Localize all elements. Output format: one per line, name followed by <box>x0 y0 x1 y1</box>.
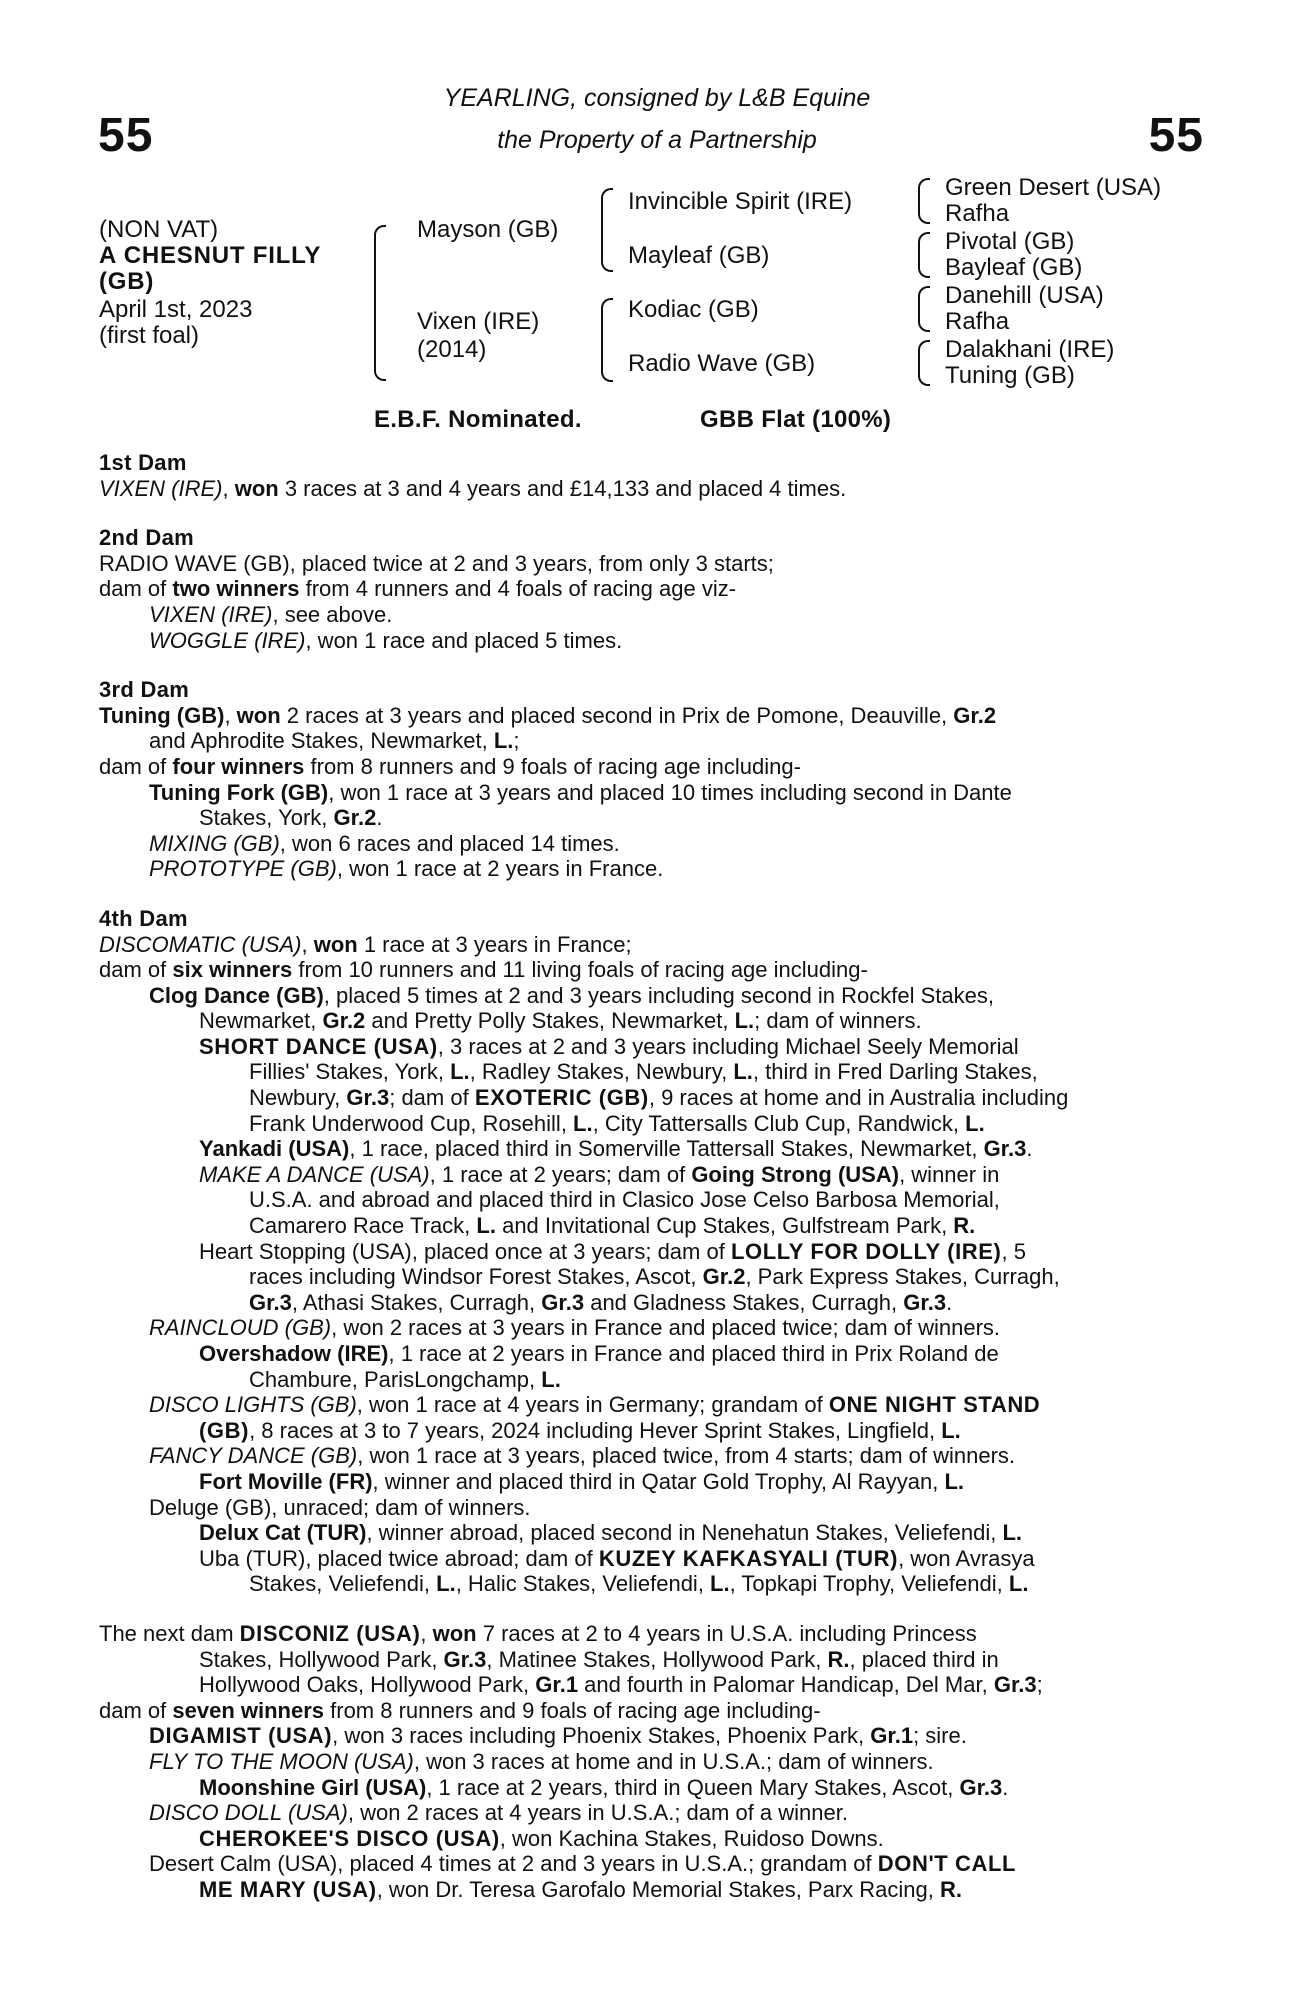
ggp-name: Dalakhani (IRE) <box>945 336 1115 363</box>
bold-text: Yankadi (USA) <box>199 1136 350 1162</box>
bold-text: Gr.1 <box>870 1723 914 1749</box>
text-line <box>149 1315 1204 1341</box>
bold-text: Gr.3 <box>903 1289 947 1315</box>
text-run: , placed third in <box>849 1646 999 1672</box>
text-run: , won 2 races at 4 years in U.S.A.; dam of a winner. <box>347 1800 848 1826</box>
dam-section <box>99 450 1204 501</box>
text-run: Desert Calm (USA), placed 4 times at 2 and 3 years in U.S.A.; grandam of <box>149 1851 878 1877</box>
bold-text: Going Strong (USA) <box>691 1161 900 1187</box>
bold-text: L. <box>541 1366 561 1392</box>
bold-text: Gr.3 <box>959 1774 1003 1800</box>
text-line <box>249 1085 1204 1111</box>
ggp-name: Pivotal (GB) <box>945 228 1075 255</box>
bold-text: R. <box>939 1876 962 1902</box>
text-run: , won 2 races at 3 years in France and placed twice; dam of winners. <box>331 1315 1001 1341</box>
text-line <box>149 728 1204 754</box>
dam-section <box>99 677 1204 882</box>
bold-text: Gr.3 <box>541 1289 585 1315</box>
text-run: and Gladness Stakes, Curragh, <box>584 1289 904 1315</box>
bold-text: won <box>432 1620 477 1646</box>
lot-number-right: 55 <box>1148 109 1204 162</box>
text-run: , Halic Stakes, Veliefendi, <box>455 1571 711 1597</box>
text-run: and Pretty Polly Stakes, Newmarket, <box>365 1008 735 1034</box>
text-run: , won Avrasya <box>898 1545 1035 1571</box>
header-line-2: the Property of a Partnership <box>497 126 817 154</box>
dam-section <box>99 525 1204 653</box>
text-line <box>249 1571 1204 1597</box>
text-run: races including Windsor Forest Stakes, Ascot, <box>249 1264 703 1290</box>
text-line <box>249 1290 1204 1316</box>
text-line <box>99 1621 1204 1647</box>
text-run: from 8 runners and 9 foals of racing age including- <box>304 753 801 779</box>
bold-text: L. <box>734 1008 755 1034</box>
bold-text: DON'T CALL <box>877 1851 1017 1877</box>
text-run: ; dam of winners. <box>754 1008 922 1034</box>
text-run: Deluge (GB), unraced; dam of winners. <box>149 1494 531 1520</box>
sire-dam-name: Mayleaf (GB) <box>628 242 770 269</box>
text-run: , third in Fred Darling Stakes, <box>752 1059 1038 1085</box>
text-line <box>199 1162 1204 1188</box>
bold-text: Delux Cat (TUR) <box>199 1520 367 1546</box>
text-run: Stakes, Hollywood Park, <box>199 1646 444 1672</box>
text-line <box>199 1672 1204 1698</box>
text-run: Stakes, Veliefendi, <box>249 1571 437 1597</box>
text-line <box>99 957 1204 983</box>
bold-text: Gr.2 <box>322 1008 366 1034</box>
text-line <box>199 1341 1204 1367</box>
bold-text: Clog Dance (GB) <box>149 982 324 1008</box>
text-line <box>149 602 1204 628</box>
text-line <box>149 1392 1204 1418</box>
bold-text: six winners <box>172 957 293 983</box>
bold-text: Moonshine Girl (USA) <box>199 1774 427 1800</box>
text-run: 1 race at 3 years in France; <box>357 931 632 957</box>
horse-name-italic: MIXING (GB) <box>149 830 280 856</box>
text-line <box>99 754 1204 780</box>
bold-text: L. <box>1008 1571 1029 1597</box>
bold-text: R. <box>827 1646 850 1672</box>
bold-text: Overshadow (IRE) <box>199 1341 389 1366</box>
horse-name-italic: FANCY DANCE (GB) <box>149 1443 358 1469</box>
bold-text: CHEROKEE'S DISCO (USA) <box>199 1825 500 1851</box>
bold-text: Gr.3 <box>993 1672 1037 1698</box>
text-run: , 1 race at 2 years in France and placed third in Prix Roland de <box>388 1341 999 1366</box>
dam-dam-name: Radio Wave (GB) <box>628 350 816 377</box>
text-run: , see above. <box>272 601 393 627</box>
text-run: , 3 races at 2 and 3 years including Michael Seely Memorial <box>437 1033 1019 1059</box>
text-line <box>249 1187 1204 1213</box>
pedigree-brace-ggp-2 <box>918 232 930 278</box>
ggp-name: Rafha <box>945 308 1010 335</box>
text-line <box>149 831 1204 857</box>
pedigree-brace-ggp-3 <box>918 286 930 332</box>
dam-section <box>99 1621 1204 1903</box>
bold-text: seven winners <box>172 1697 325 1723</box>
text-line <box>199 805 1204 831</box>
text-line <box>199 1034 1204 1060</box>
text-line <box>149 1495 1204 1521</box>
horse-name-italic: FLY TO THE MOON (USA) <box>149 1748 414 1774</box>
text-line <box>199 1647 1204 1673</box>
text-run: ; dam of <box>389 1085 475 1111</box>
horse-name-italic: VIXEN (IRE) <box>99 475 223 501</box>
text-line <box>149 628 1204 654</box>
text-run: Newbury, <box>249 1085 347 1111</box>
bold-text: L. <box>493 728 514 754</box>
text-line <box>199 1239 1204 1265</box>
text-run: Uba (TUR), placed twice abroad; dam of <box>199 1545 599 1571</box>
text-run: , 9 races at home and in Australia including <box>648 1085 1069 1111</box>
bold-text: L. <box>436 1571 456 1597</box>
text-run: , won Kachina Stakes, Ruidoso Downs. <box>499 1825 884 1851</box>
bold-text: DISCONIZ (USA) <box>239 1620 421 1646</box>
text-run: , winner in <box>899 1161 1000 1187</box>
horse-name-italic: MAKE A DANCE (USA) <box>199 1161 430 1187</box>
horse-name-italic: DISCOMATIC (USA) <box>99 931 302 957</box>
text-run: Frank Underwood Cup, Rosehill, <box>249 1110 574 1136</box>
text-line <box>149 983 1204 1009</box>
text-run: 7 races at 2 to 4 years in U.S.A. including Princess <box>476 1620 977 1646</box>
text-line <box>249 1213 1204 1239</box>
bold-text: L. <box>944 1468 965 1494</box>
bold-text: four winners <box>172 753 305 779</box>
text-line <box>199 1520 1204 1546</box>
text-line <box>199 1826 1204 1852</box>
header-line-1: YEARLING, consigned by L&B Equine <box>443 84 871 112</box>
text-run: , won 3 races at home and in U.S.A.; dam of winners. <box>413 1748 934 1774</box>
text-run: , won 3 races including Phoenix Stakes, Phoenix Park, <box>332 1723 871 1749</box>
text-line <box>149 856 1204 882</box>
text-line <box>149 780 1204 806</box>
pedigree-brace-dam <box>601 298 613 382</box>
text-line <box>149 1443 1204 1469</box>
text-run: dam of <box>99 753 173 779</box>
pedigree-brace-ggp-1 <box>918 178 930 224</box>
horse-name-italic: RAINCLOUD (GB) <box>149 1315 332 1341</box>
text-run: , 5 <box>1001 1238 1026 1264</box>
text-run: . <box>376 805 383 831</box>
text-run: The next dam <box>99 1620 240 1646</box>
text-run: ; sire. <box>913 1723 967 1749</box>
pedigree-body <box>99 450 1204 1902</box>
text-run: , 1 race at 2 years; dam of <box>429 1161 692 1187</box>
bold-text: Gr.2 <box>953 702 997 728</box>
text-run: and Aphrodite Stakes, Newmarket, <box>149 728 494 754</box>
pedigree-brace-ggp-4 <box>918 340 930 386</box>
bold-text: Gr.3 <box>249 1289 292 1315</box>
bold-text: L. <box>573 1110 593 1136</box>
horse-origin: (GB) <box>99 268 155 295</box>
text-run: , Matinee Stakes, Hollywood Park, <box>486 1646 828 1672</box>
text-run: , won 1 race at 4 years in Germany; grandam of <box>356 1392 829 1418</box>
text-line <box>99 932 1204 958</box>
text-run: Stakes, York, <box>199 805 334 831</box>
text-run: , placed 5 times at 2 and 3 years including second in Rockfel Stakes, <box>323 982 994 1008</box>
pedigree-brace-main <box>374 225 386 381</box>
bold-text: L. <box>941 1417 961 1443</box>
dam-year: (2014) <box>417 336 487 363</box>
text-run: , <box>222 475 235 501</box>
text-run: dam of <box>99 576 173 602</box>
text-line <box>249 1367 1204 1393</box>
section-heading: 4th Dam <box>99 905 188 931</box>
ggp-name: Rafha <box>945 200 1010 227</box>
bold-text: won <box>234 475 279 501</box>
text-run: dam of <box>99 957 173 983</box>
bold-text: Gr.3 <box>346 1085 390 1111</box>
ggp-name: Green Desert (USA) <box>945 174 1162 201</box>
text-run: . <box>946 1289 953 1315</box>
text-run: , <box>420 1620 433 1646</box>
bold-text: ONE NIGHT STAND <box>828 1392 1041 1418</box>
text-run: , 8 races at 3 to 7 years, 2024 including Hever Sprint Stakes, Lingfield, <box>249 1417 942 1443</box>
text-line <box>199 1877 1204 1903</box>
lot-number-left: 55 <box>98 109 154 162</box>
text-run: and fourth in Palomar Handicap, Del Mar, <box>578 1672 994 1698</box>
text-run: , Park Express Stakes, Curragh, <box>745 1264 1060 1290</box>
sire-sire-name: Invincible Spirit (IRE) <box>628 188 853 215</box>
dam-name: Vixen (IRE) <box>417 308 540 335</box>
bold-text: Fort Moville (FR) <box>199 1468 373 1494</box>
bold-text: Gr.2 <box>333 805 377 831</box>
horse-name-italic: DISCO LIGHTS (GB) <box>149 1392 357 1418</box>
text-line <box>149 1723 1204 1749</box>
text-line <box>99 476 1204 502</box>
bold-text: two winners <box>172 576 300 602</box>
dam-section <box>99 906 1204 1597</box>
text-line <box>199 1469 1204 1495</box>
ggp-name: Bayleaf (GB) <box>945 254 1083 281</box>
text-run: , <box>224 702 237 728</box>
bold-text: won <box>313 931 358 957</box>
horse-name: A CHESNUT FILLY <box>99 242 322 269</box>
text-line <box>149 1851 1204 1877</box>
text-run: , <box>301 931 314 957</box>
sire-name: Mayson (GB) <box>417 216 559 243</box>
bold-text: Gr.2 <box>702 1264 746 1290</box>
text-run: Camarero Race Track, <box>249 1213 477 1239</box>
text-run: , City Tattersalls Club Cup, Randwick, <box>592 1110 966 1136</box>
text-run: , 1 race, placed third in Somerville Tattersall Stakes, Newmarket, <box>349 1136 984 1162</box>
foaling-date: April 1st, 2023 <box>99 296 253 323</box>
section-heading: 2nd Dam <box>99 525 195 551</box>
bold-text: KUZEY KAFKASYALI (TUR) <box>598 1545 899 1571</box>
text-run: and Invitational Cup Stakes, Gulfstream Park, <box>495 1213 954 1239</box>
bold-text: LOLLY FOR DOLLY (IRE) <box>730 1238 1002 1264</box>
text-run: Fillies' Stakes, York, <box>249 1059 451 1085</box>
text-run: , won 1 race at 2 years in France. <box>336 856 664 882</box>
bold-text: L. <box>450 1059 470 1085</box>
text-run: U.S.A. and abroad and placed third in Clasico Jose Celso Barbosa Memorial, <box>249 1187 1000 1213</box>
text-run: , Radley Stakes, Newbury, <box>469 1059 734 1085</box>
text-line <box>199 1775 1204 1801</box>
text-run: from 10 runners and 11 living foals of racing age including- <box>292 957 868 983</box>
bold-text: Gr.3 <box>983 1136 1027 1162</box>
gbb-status: GBB Flat (100%) <box>700 406 892 433</box>
text-run: , Topkapi Trophy, Veliefendi, <box>729 1571 1009 1597</box>
text-run: Heart Stopping (USA), placed once at 3 years; dam of <box>199 1238 731 1264</box>
text-run: 2 races at 3 years and placed second in Prix de Pomone, Deauville, <box>280 702 954 728</box>
text-run: Chambure, ParisLongchamp, <box>249 1366 542 1392</box>
horse-name-italic: DISCO DOLL (USA) <box>149 1800 348 1826</box>
bold-text: DIGAMIST (USA) <box>149 1723 333 1749</box>
text-line <box>249 1111 1204 1137</box>
bold-text: SHORT DANCE (USA) <box>199 1033 438 1059</box>
section-heading: 3rd Dam <box>99 677 190 703</box>
section-heading: 1st Dam <box>99 450 187 475</box>
bold-text: L. <box>965 1110 985 1136</box>
text-run: Hollywood Oaks, Hollywood Park, <box>199 1672 536 1698</box>
text-run: , winner and placed third in Qatar Gold Trophy, Al Rayyan, <box>372 1468 945 1494</box>
bold-text: L. <box>476 1213 496 1239</box>
text-run: dam of <box>99 1697 173 1723</box>
text-run: , won 1 race at 3 years, placed twice, from 4 starts; dam of winners. <box>357 1443 1016 1469</box>
text-line <box>149 1749 1204 1775</box>
text-line <box>99 551 1204 577</box>
text-run: , won 1 race at 3 years and placed 10 times including second in Dante <box>328 779 1012 805</box>
bold-text: won <box>236 702 281 728</box>
horse-name-italic: WOGGLE (IRE) <box>149 627 306 653</box>
text-run: . <box>1026 1136 1033 1162</box>
dam-sire-name: Kodiac (GB) <box>628 296 759 323</box>
bold-text: Gr.3 <box>443 1646 487 1672</box>
text-line <box>249 1059 1204 1085</box>
text-run: 3 races at 3 and 4 years and £14,133 and placed 4 times. <box>278 475 847 501</box>
bold-text: Gr.1 <box>535 1672 579 1698</box>
horse-name-italic: VIXEN (IRE) <box>149 601 273 627</box>
horse-name-italic: PROTOTYPE (GB) <box>149 856 337 882</box>
text-run: . <box>1002 1774 1009 1800</box>
text-line <box>199 1008 1204 1034</box>
text-run: , 1 race at 2 years, third in Queen Mary Stakes, Ascot, <box>426 1774 960 1800</box>
text-line <box>99 576 1204 602</box>
text-line <box>99 703 1204 729</box>
bold-text: L. <box>1002 1520 1022 1546</box>
bold-text: Tuning Fork (GB) <box>149 779 329 805</box>
text-run: from 8 runners and 9 foals of racing age including- <box>324 1697 821 1723</box>
text-line <box>249 1264 1204 1290</box>
text-run: Newmarket, <box>199 1008 323 1034</box>
text-run: RADIO WAVE (GB), placed twice at 2 and 3 years, from only 3 starts; <box>99 550 774 576</box>
bold-text: L. <box>733 1059 753 1085</box>
text-run: from 4 runners and 4 foals of racing age viz- <box>299 576 737 602</box>
text-line <box>149 1800 1204 1826</box>
text-run: ; <box>1036 1672 1043 1698</box>
ggp-name: Tuning (GB) <box>945 362 1075 389</box>
bold-text: Tuning (GB) <box>99 702 225 728</box>
text-run: ; <box>513 728 520 754</box>
text-line <box>199 1136 1204 1162</box>
ebf-nomination: E.B.F. Nominated. <box>374 406 582 433</box>
bold-text: EXOTERIC (GB) <box>474 1085 649 1111</box>
vat-status: (NON VAT) <box>99 216 219 243</box>
ggp-name: Danehill (USA) <box>945 282 1104 309</box>
text-run: , winner abroad, placed second in Nenehatun Stakes, Veliefendi, <box>366 1520 1003 1546</box>
bold-text: (GB) <box>199 1417 250 1443</box>
bold-text: R. <box>953 1213 976 1239</box>
text-run: , won 6 races and placed 14 times. <box>279 830 620 856</box>
text-run: , won 1 race and placed 5 times. <box>305 627 623 653</box>
bold-text: L. <box>710 1571 730 1597</box>
text-run: , won Dr. Teresa Garofalo Memorial Stakes, Parx Racing, <box>376 1876 940 1902</box>
bold-text: ME MARY (USA) <box>199 1876 377 1902</box>
foal-note: (first foal) <box>99 322 200 349</box>
text-run: , Athasi Stakes, Curragh, <box>291 1289 542 1315</box>
pedigree-brace-sire <box>601 188 613 272</box>
text-line <box>199 1418 1204 1444</box>
text-line <box>99 1698 1204 1724</box>
text-line <box>199 1546 1204 1572</box>
